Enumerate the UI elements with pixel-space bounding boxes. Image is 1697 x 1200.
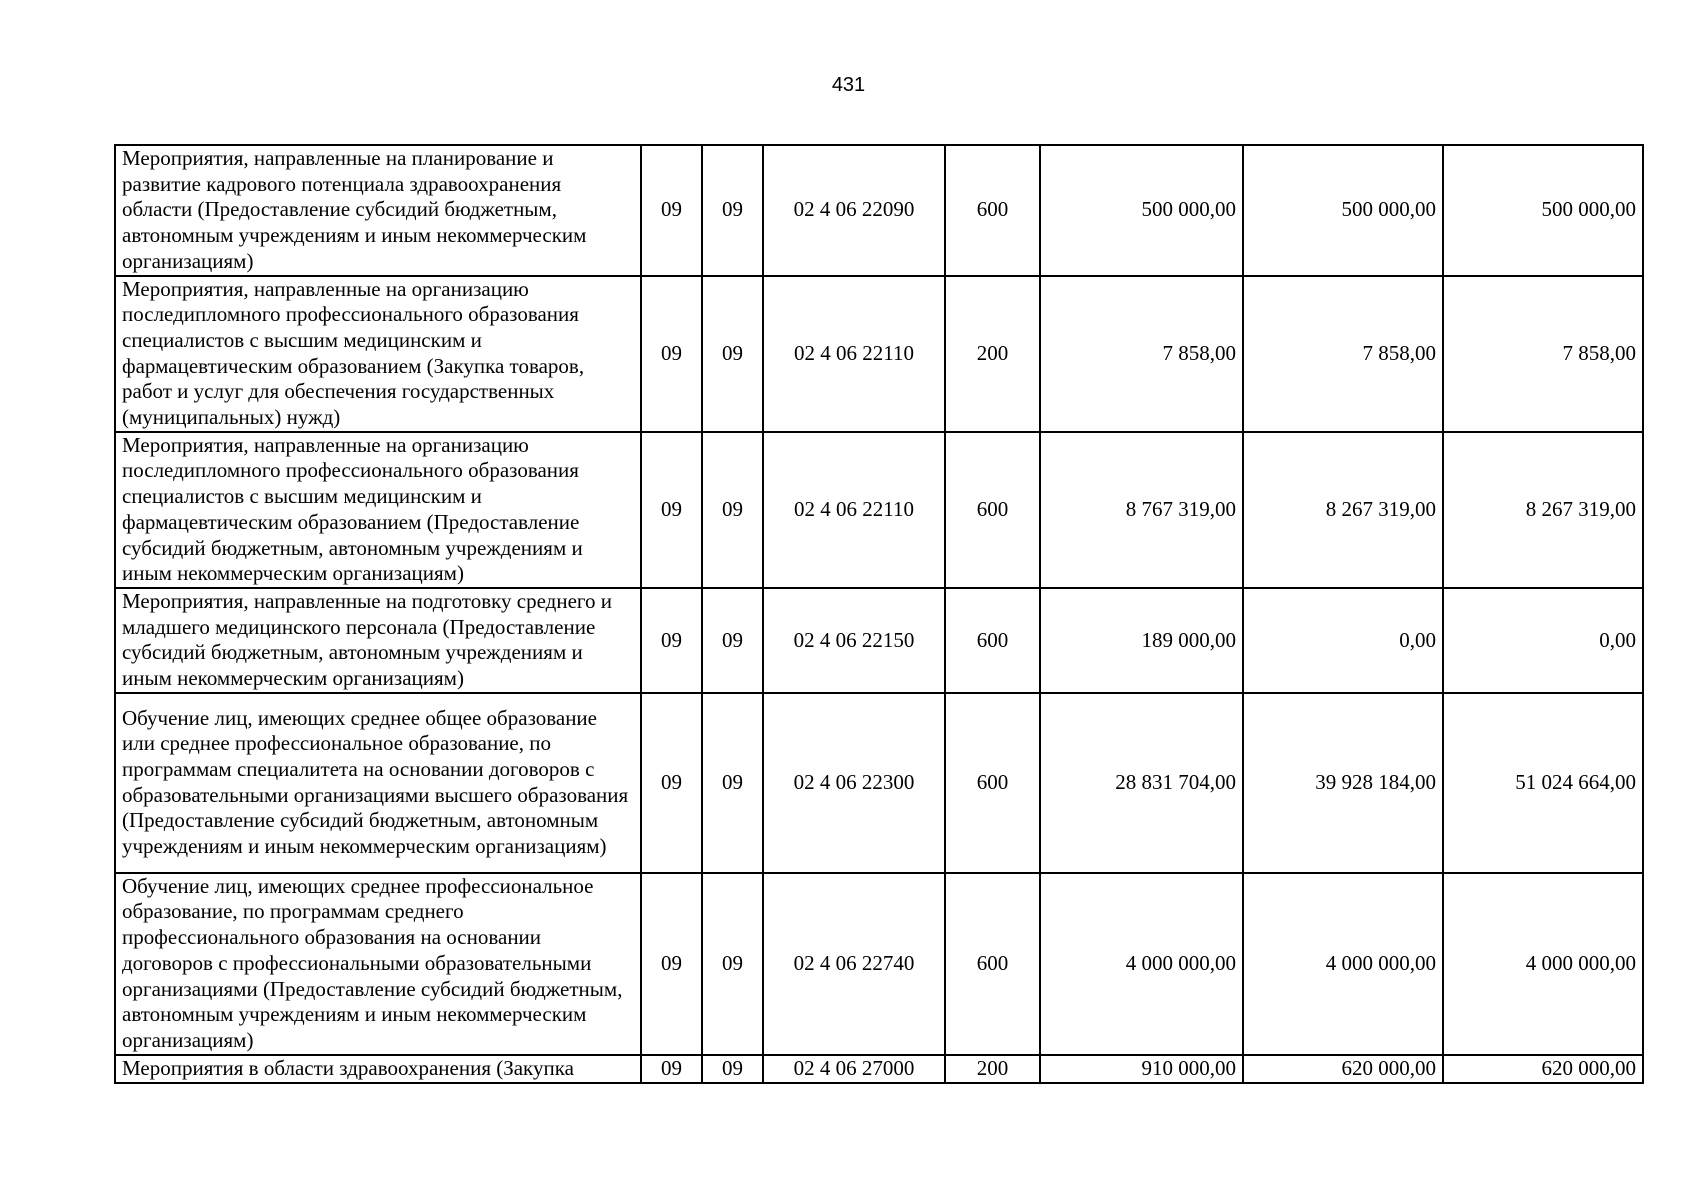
amount-cell: 8 767 319,00: [1040, 432, 1243, 588]
subsection-code: 09: [702, 873, 763, 1055]
table-row: [115, 873, 1643, 1055]
amount-cell: 4 000 000,00: [1040, 873, 1243, 1055]
amount-cell: 7 858,00: [1040, 276, 1243, 432]
amount-cell: 28 831 704,00: [1040, 693, 1243, 873]
expense-description: Мероприятия в области здравоохранения (Закупка: [115, 1055, 641, 1083]
section-code: 09: [641, 588, 702, 693]
expense-type-code: 600: [945, 693, 1040, 873]
amount-cell: 8 267 319,00: [1243, 432, 1443, 588]
table-row: [115, 588, 1643, 693]
expense-type-code: 600: [945, 873, 1040, 1055]
expense-description: Мероприятия, направленные на подготовку среднего и младшего медицинского персонала (Предоставление субсидий бюджетным, автономным учреждениям и иным некоммерческим организациям): [115, 588, 641, 693]
table-row: [115, 693, 1643, 873]
subsection-code: 09: [702, 693, 763, 873]
amount-cell: 189 000,00: [1040, 588, 1243, 693]
amount-cell: 620 000,00: [1443, 1055, 1643, 1083]
expense-description: Мероприятия, направленные на организацию последипломного профессионального образования специалистов с высшим медицинским и фармацевтическим образованием (Предоставление субсидий бюджетным, автономным учреждениям и иным некоммерческим организациям): [115, 432, 641, 588]
expense-type-code: 200: [945, 276, 1040, 432]
section-code: 09: [641, 873, 702, 1055]
subsection-code: 09: [702, 276, 763, 432]
amount-cell: 4 000 000,00: [1443, 873, 1643, 1055]
subsection-code: 09: [702, 432, 763, 588]
table-row: [115, 276, 1643, 432]
target-article-code: 02 4 06 22300: [763, 693, 945, 873]
amount-cell: 910 000,00: [1040, 1055, 1243, 1083]
target-article-code: 02 4 06 22110: [763, 432, 945, 588]
subsection-code: 09: [702, 145, 763, 276]
expense-description: Мероприятия, направленные на планирование и развитие кадрового потенциала здравоохранения области (Предоставление субсидий бюджетным, автономным учреждениям и иным некоммерческим организациям): [115, 145, 641, 276]
amount-cell: 500 000,00: [1040, 145, 1243, 276]
expense-description: Обучение лиц, имеющих среднее общее образование или среднее профессиональное образование, по программам специалитета на основании договоров с образовательными организациями высшего образования (Предоставление субсидий бюджетным, автономным учреждениям и иным некоммерческим организациям): [115, 693, 641, 873]
expense-type-code: 600: [945, 588, 1040, 693]
amount-cell: 7 858,00: [1243, 276, 1443, 432]
budget-table: [114, 144, 1644, 1084]
target-article-code: 02 4 06 22150: [763, 588, 945, 693]
expense-description: Обучение лиц, имеющих среднее профессиональное образование, по программам среднего профессионального образования на основании договоров с профессиональными образовательными организациями (Предоставление субсидий бюджетным, автономным учреждениям и иным некоммерческим организациям): [115, 873, 641, 1055]
amount-cell: 4 000 000,00: [1243, 873, 1443, 1055]
section-code: 09: [641, 432, 702, 588]
amount-cell: 500 000,00: [1443, 145, 1643, 276]
table-row: [115, 145, 1643, 276]
expense-type-code: 200: [945, 1055, 1040, 1083]
section-code: 09: [641, 276, 702, 432]
target-article-code: 02 4 06 22740: [763, 873, 945, 1055]
amount-cell: 0,00: [1443, 588, 1643, 693]
expense-type-code: 600: [945, 145, 1040, 276]
section-code: 09: [641, 1055, 702, 1083]
target-article-code: 02 4 06 27000: [763, 1055, 945, 1083]
amount-cell: 39 928 184,00: [1243, 693, 1443, 873]
amount-cell: 51 024 664,00: [1443, 693, 1643, 873]
subsection-code: 09: [702, 1055, 763, 1083]
section-code: 09: [641, 693, 702, 873]
subsection-code: 09: [702, 588, 763, 693]
expense-type-code: 600: [945, 432, 1040, 588]
amount-cell: 7 858,00: [1443, 276, 1643, 432]
table-row: [115, 1055, 1643, 1083]
amount-cell: 0,00: [1243, 588, 1443, 693]
page-number: 431: [831, 74, 866, 96]
amount-cell: 620 000,00: [1243, 1055, 1443, 1083]
section-code: 09: [641, 145, 702, 276]
expense-description: Мероприятия, направленные на организацию последипломного профессионального образования специалистов с высшим медицинским и фармацевтическим образованием (Закупка товаров, работ и услуг для обеспечения государственных (муниципальных) нужд): [115, 276, 641, 432]
amount-cell: 8 267 319,00: [1443, 432, 1643, 588]
table-row: [115, 432, 1643, 588]
target-article-code: 02 4 06 22110: [763, 276, 945, 432]
target-article-code: 02 4 06 22090: [763, 145, 945, 276]
amount-cell: 500 000,00: [1243, 145, 1443, 276]
